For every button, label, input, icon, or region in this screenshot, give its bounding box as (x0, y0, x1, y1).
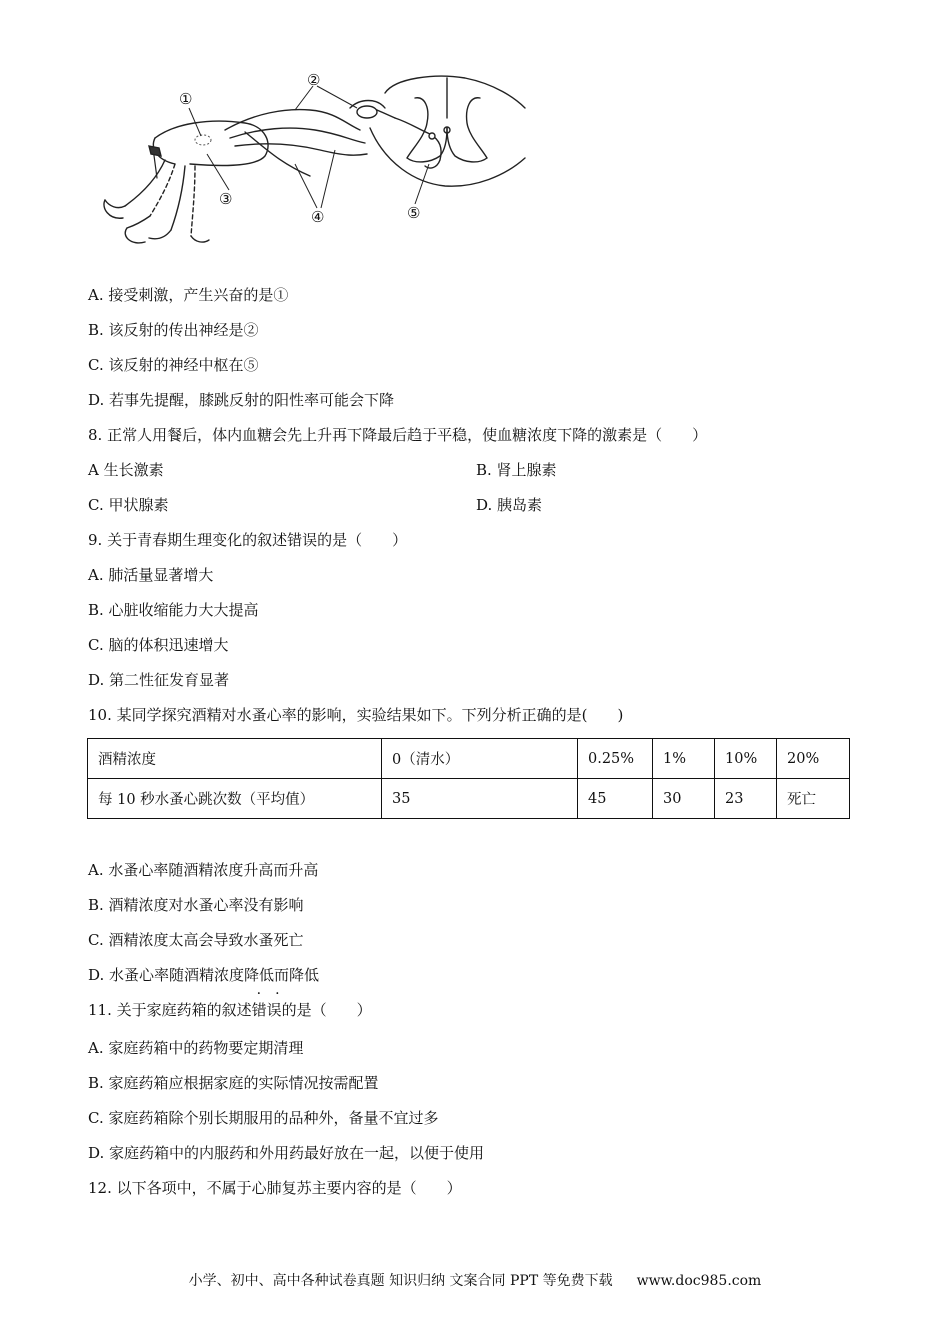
q11-option-b: B. 家庭药箱应根据家庭的实际情况按需配置 (88, 1074, 379, 1092)
q10-stem: 10. 某同学探究酒精对水蚤心率的影响，实验结果如下。下列分析正确的是( ) (88, 706, 624, 724)
figure-label-1: ① (179, 90, 193, 108)
table-cell: 35 (382, 779, 578, 819)
q7-option-d: D. 若事先提醒，膝跳反射的阳性率可能会下降 (88, 391, 395, 409)
q7-option-c: C. 该反射的神经中枢在⑤ (88, 356, 259, 374)
figure-label-4: ④ (311, 208, 325, 226)
q10-option-d: D. 水蚤心率随酒精浓度降低而降低 (88, 966, 320, 984)
table-cell: 死亡 (777, 779, 850, 819)
table-row (88, 779, 850, 819)
q11-stem-before: 11. 关于家庭药箱的叙述 (88, 1001, 252, 1019)
q12-stem: 12. 以下各项中，不属于心肺复苏主要内容的是（ ） (88, 1179, 462, 1197)
reflex-arc-figure (95, 68, 535, 258)
figure-label-5: ⑤ (407, 204, 421, 222)
q10-option-b: B. 酒精浓度对水蚤心率没有影响 (88, 896, 304, 914)
table-cell: 20% (777, 739, 850, 779)
q7-option-b: B. 该反射的传出神经是② (88, 321, 259, 339)
footer-text: 小学、初中、高中各种试卷真题 知识归纳 文案合同 PPT 等免费下载 (188, 1273, 613, 1289)
q11-option-a: A. 家庭药箱中的药物要定期清理 (88, 1039, 304, 1057)
q8-stem: 8. 正常人用餐后，体内血糖会先上升再下降最后趋于平稳，使血糖浓度下降的激素是（ ） (88, 426, 708, 444)
q9-option-b: B. 心脏收缩能力大大提高 (88, 601, 259, 619)
table-cell: 0（清水） (382, 739, 578, 779)
q11-option-d: D. 家庭药箱中的内服药和外用药最好放在一起，以便于使用 (88, 1144, 485, 1162)
q7-option-a: A. 接受刺激，产生兴奋的是① (88, 286, 289, 304)
table-row (88, 739, 850, 779)
q9-option-a: A. 肺活量显著增大 (88, 566, 214, 584)
q11-stem (88, 1000, 372, 1020)
table-cell: 每 10 秒水蚤心跳次数（平均值） (88, 779, 382, 819)
page-footer (0, 1270, 950, 1290)
table-cell: 30 (653, 779, 715, 819)
q9-option-d: D. 第二性征发育显著 (88, 671, 230, 689)
table-cell: 酒精浓度 (88, 739, 382, 779)
table-cell: 10% (715, 739, 777, 779)
q8-option-c: C. 甲状腺素 (88, 496, 169, 514)
table-cell: 45 (578, 779, 653, 819)
table-cell: 1% (653, 739, 715, 779)
q9-option-c: C. 脑的体积迅速增大 (88, 636, 229, 654)
figure-label-3: ③ (219, 190, 233, 208)
q11-stem-after: 的是（ ） (281, 1001, 372, 1019)
figure-label-2: ② (307, 71, 321, 89)
q11-emphasis: · · 错误 (252, 1000, 282, 1020)
table-cell: 0.25% (578, 739, 653, 779)
q10-option-a: A. 水蚤心率随酒精浓度升高而升高 (88, 861, 319, 879)
q10-results-table (87, 738, 850, 819)
footer-site-link[interactable]: www.doc985.com (636, 1273, 762, 1289)
q8-option-d: D. 胰岛素 (476, 496, 543, 514)
table-cell: 23 (715, 779, 777, 819)
q9-stem: 9. 关于青春期生理变化的叙述错误的是（ ） (88, 531, 408, 549)
q8-option-b: B. 肾上腺素 (476, 461, 557, 479)
q10-option-c: C. 酒精浓度太高会导致水蚤死亡 (88, 931, 304, 949)
q11-option-c: C. 家庭药箱除个别长期服用的品种外，备量不宜过多 (88, 1109, 439, 1127)
q8-option-a: A 生长激素 (88, 461, 164, 479)
